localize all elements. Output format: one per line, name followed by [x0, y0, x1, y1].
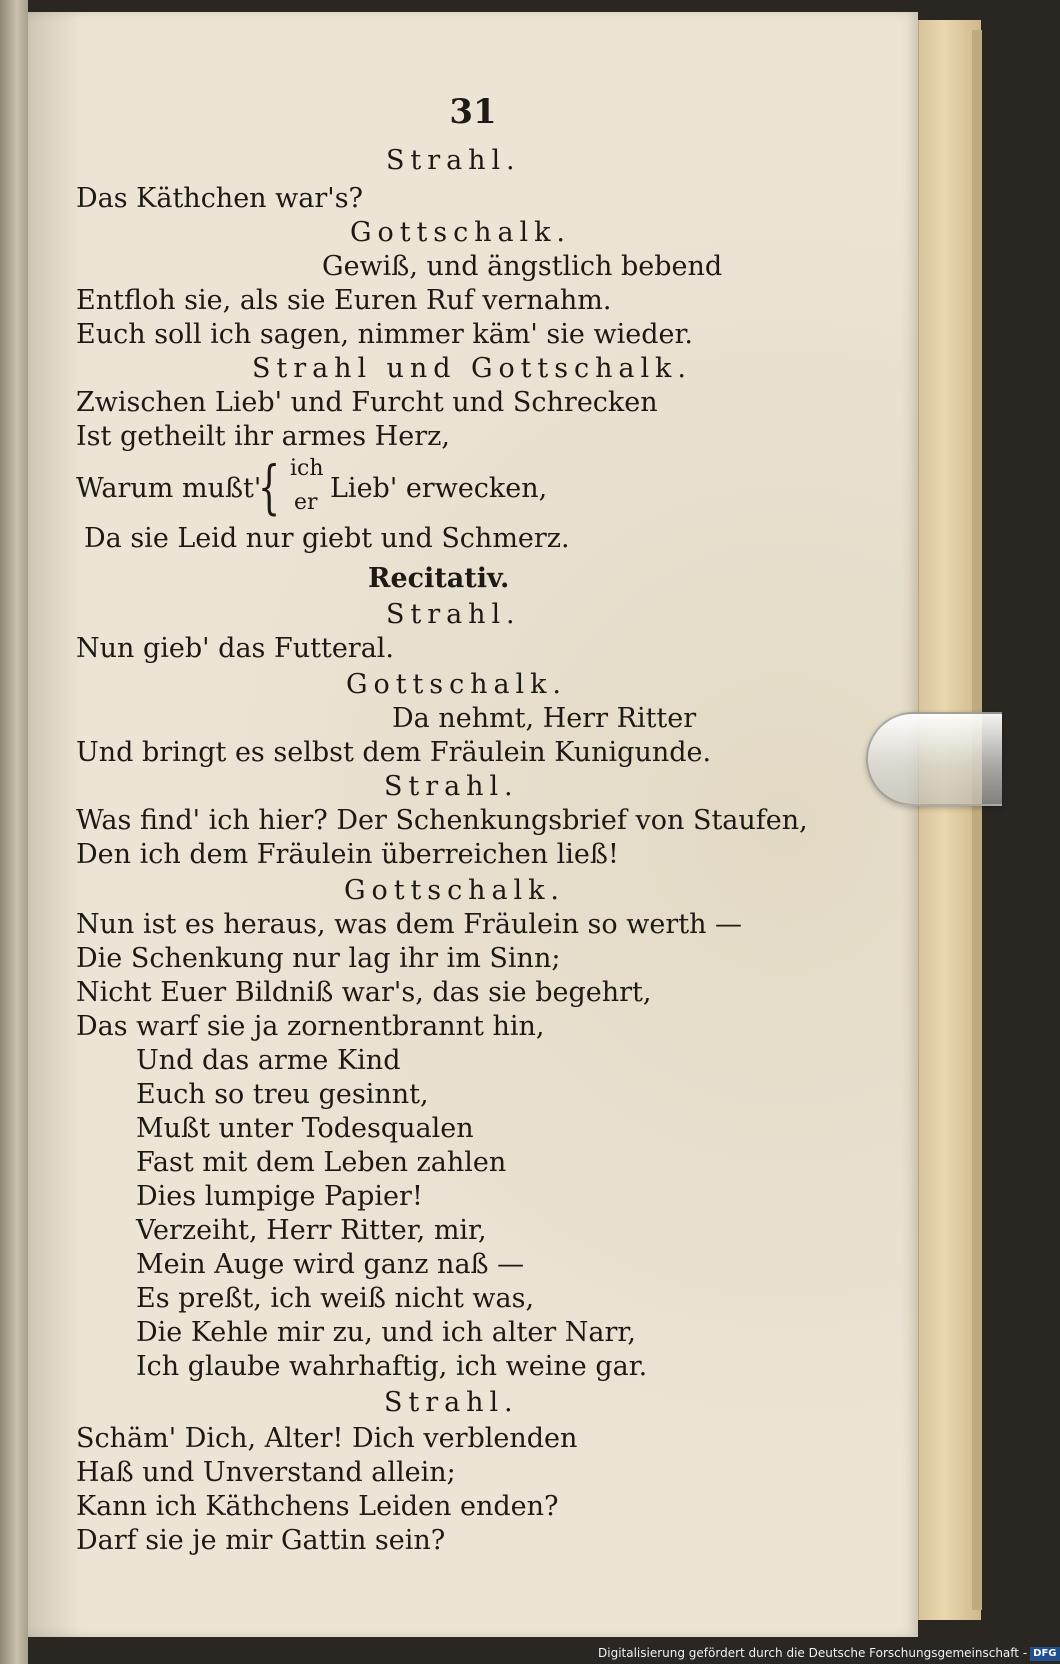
verse-line: Ich glaube wahrhaftig, ich weine gar.	[136, 1351, 648, 1382]
facing-page-edge	[0, 0, 28, 1664]
verse-line: Die Schenkung nur lag ihr im Sinn;	[76, 943, 561, 974]
digitization-credit	[598, 1642, 1057, 1664]
verse-line: Haß und Unverstand allein;	[76, 1457, 456, 1488]
verse-line: Nun ist es heraus, was dem Fräulein so werth —	[76, 909, 743, 940]
verse-line: Was find' ich hier? Der Schenkungsbrief von Staufen,	[76, 805, 808, 836]
variant-word-upper: ich	[290, 456, 324, 481]
book-page	[28, 12, 918, 1637]
verse-line: Schäm' Dich, Alter! Dich verblenden	[76, 1423, 578, 1454]
verse-line: Kann ich Käthchens Leiden enden?	[76, 1491, 559, 1522]
verse-line: Das Käthchen war's?	[76, 183, 364, 214]
page-stack-shadow	[972, 30, 982, 1610]
credit-text: Digitalisierung gefördert durch die Deutsche Forschungsgemeinschaft -	[598, 1646, 1028, 1660]
verse-line: Da sie Leid nur giebt und Schmerz.	[84, 523, 570, 554]
speaker-label: Strahl.	[386, 599, 521, 630]
verse-line: Fast mit dem Leben zahlen	[136, 1147, 507, 1178]
verse-line: Da nehmt, Herr Ritter	[392, 703, 697, 734]
verse-line: Darf sie je mir Gattin sein?	[76, 1525, 446, 1556]
dfg-logo: DFG	[1030, 1647, 1059, 1661]
verse-line: Lieb' erwecken,	[330, 473, 548, 504]
verse-line: Die Kehle mir zu, und ich alter Narr,	[136, 1317, 636, 1348]
verse-line: Dies lumpige Papier!	[136, 1181, 423, 1212]
speaker-label: Gottschalk.	[344, 875, 565, 906]
verse-line: Es preßt, ich weiß nicht was,	[136, 1283, 535, 1314]
verse-line: Warum mußt'	[76, 473, 262, 504]
verse-line: Euch so treu gesinnt,	[136, 1079, 429, 1110]
speaker-label: Gottschalk.	[350, 217, 571, 248]
verse-line: Mein Auge wird ganz naß —	[136, 1249, 525, 1280]
speaker-label: Strahl.	[386, 145, 521, 176]
curly-brace: {	[258, 453, 281, 521]
page-number: 31	[449, 92, 497, 132]
speaker-label: Strahl.	[384, 771, 519, 802]
verse-line: Gewiß, und ängstlich bebend	[322, 251, 723, 282]
verse-line: Verzeiht, Herr Ritter, mir,	[136, 1215, 487, 1246]
page-clip	[866, 712, 1002, 806]
verse-line: Ist getheilt ihr armes Herz,	[76, 421, 450, 452]
verse-line: Euch soll ich sagen, nimmer käm' sie wieder.	[76, 319, 693, 350]
speaker-label: Gottschalk.	[346, 669, 567, 700]
verse-line: Nicht Euer Bildniß war's, das sie begehrt,	[76, 977, 652, 1008]
verse-line: Nun gieb' das Futteral.	[76, 633, 395, 664]
speaker-label: Strahl.	[384, 1387, 519, 1418]
verse-line: Den ich dem Fräulein überreichen ließ!	[76, 839, 619, 870]
verse-line: Zwischen Lieb' und Furcht und Schrecken	[76, 387, 658, 418]
variant-word-lower: er	[294, 490, 318, 515]
speaker-label: Strahl und Gottschalk.	[252, 353, 692, 384]
verse-line: Entfloh sie, als sie Euren Ruf vernahm.	[76, 285, 612, 316]
verse-line: Das warf sie ja zornentbrannt hin,	[76, 1011, 545, 1042]
verse-line: Und bringt es selbst dem Fräulein Kunigunde.	[76, 737, 712, 768]
verse-line: Mußt unter Todesqualen	[136, 1113, 474, 1144]
section-heading: Recitativ.	[368, 563, 510, 594]
verse-line: Und das arme Kind	[136, 1045, 401, 1076]
